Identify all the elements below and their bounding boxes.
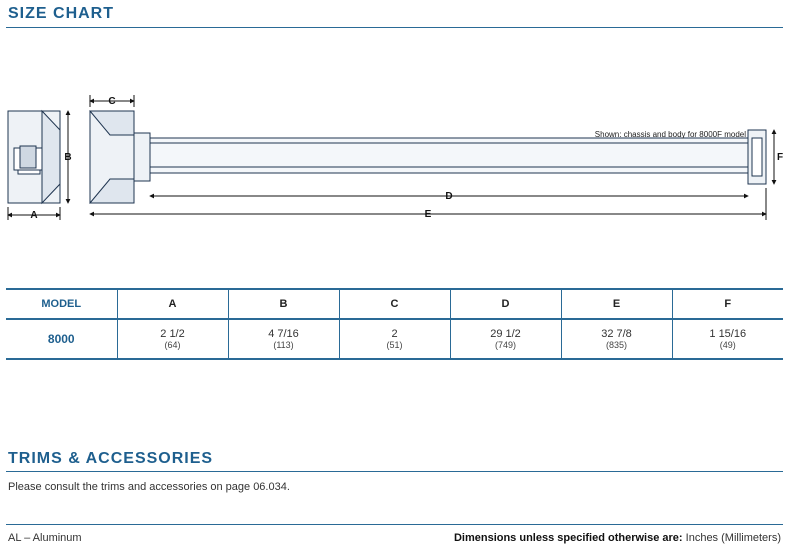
cell-mm: (749) (494, 339, 516, 350)
dim-label-c: C (108, 96, 116, 107)
front-view-drawing (90, 111, 766, 203)
model-cell: 8000 (47, 332, 75, 346)
table-cell (228, 319, 339, 359)
size-chart-title: SIZE CHART (8, 5, 114, 22)
cell-inches: 29 1/2 (490, 327, 521, 340)
side-view-drawing (8, 111, 60, 203)
footer-rule (6, 524, 783, 525)
dim-label-e: E (424, 209, 432, 220)
size-chart-diagram (0, 90, 791, 230)
col-header-a: A (117, 289, 228, 319)
dim-label-b: B (64, 152, 72, 163)
trims-text: Please consult the trims and accessories on page 06.034. (8, 481, 290, 493)
size-table (6, 288, 783, 360)
dim-label-d: D (445, 191, 453, 202)
table-header-row (6, 289, 783, 319)
table-cell (672, 319, 783, 359)
col-header-d: D (450, 289, 561, 319)
dim-label-f: F (777, 152, 784, 163)
cell-mm: (835) (605, 339, 627, 350)
trims-rule (6, 471, 783, 472)
cell-inches: 4 7/16 (268, 327, 299, 340)
table-cell (339, 319, 450, 359)
footer-units-note (454, 532, 781, 544)
dim-label-a: A (30, 210, 38, 221)
cell-inches: 2 (391, 327, 398, 340)
col-header-f: F (672, 289, 783, 319)
footer-units-value: Inches (Millimeters) (682, 532, 781, 544)
col-header-model: MODEL (41, 298, 82, 310)
table-cell (117, 319, 228, 359)
size-chart-rule (6, 27, 783, 28)
footer-material-note: AL – Aluminum (8, 532, 82, 544)
col-header-e: E (561, 289, 672, 319)
cell-mm: (64) (164, 339, 181, 350)
cell-inches: 1 15/16 (709, 327, 747, 340)
col-header-b: B (228, 289, 339, 319)
cell-inches: 32 7/8 (601, 327, 632, 340)
cell-mm: (49) (719, 339, 736, 350)
trims-title: TRIMS & ACCESSORIES (8, 450, 214, 467)
table-cell (450, 319, 561, 359)
cell-mm: (51) (386, 339, 403, 350)
footer-units-label: Dimensions unless specified otherwise are: (453, 532, 683, 544)
shown-note: Shown: chassis and body for 8000F model (594, 130, 746, 139)
table-cell (561, 319, 672, 359)
cell-mm: (113) (273, 339, 294, 350)
table-row (6, 319, 783, 359)
cell-inches: 2 1/2 (160, 327, 185, 340)
col-header-c: C (339, 289, 450, 319)
